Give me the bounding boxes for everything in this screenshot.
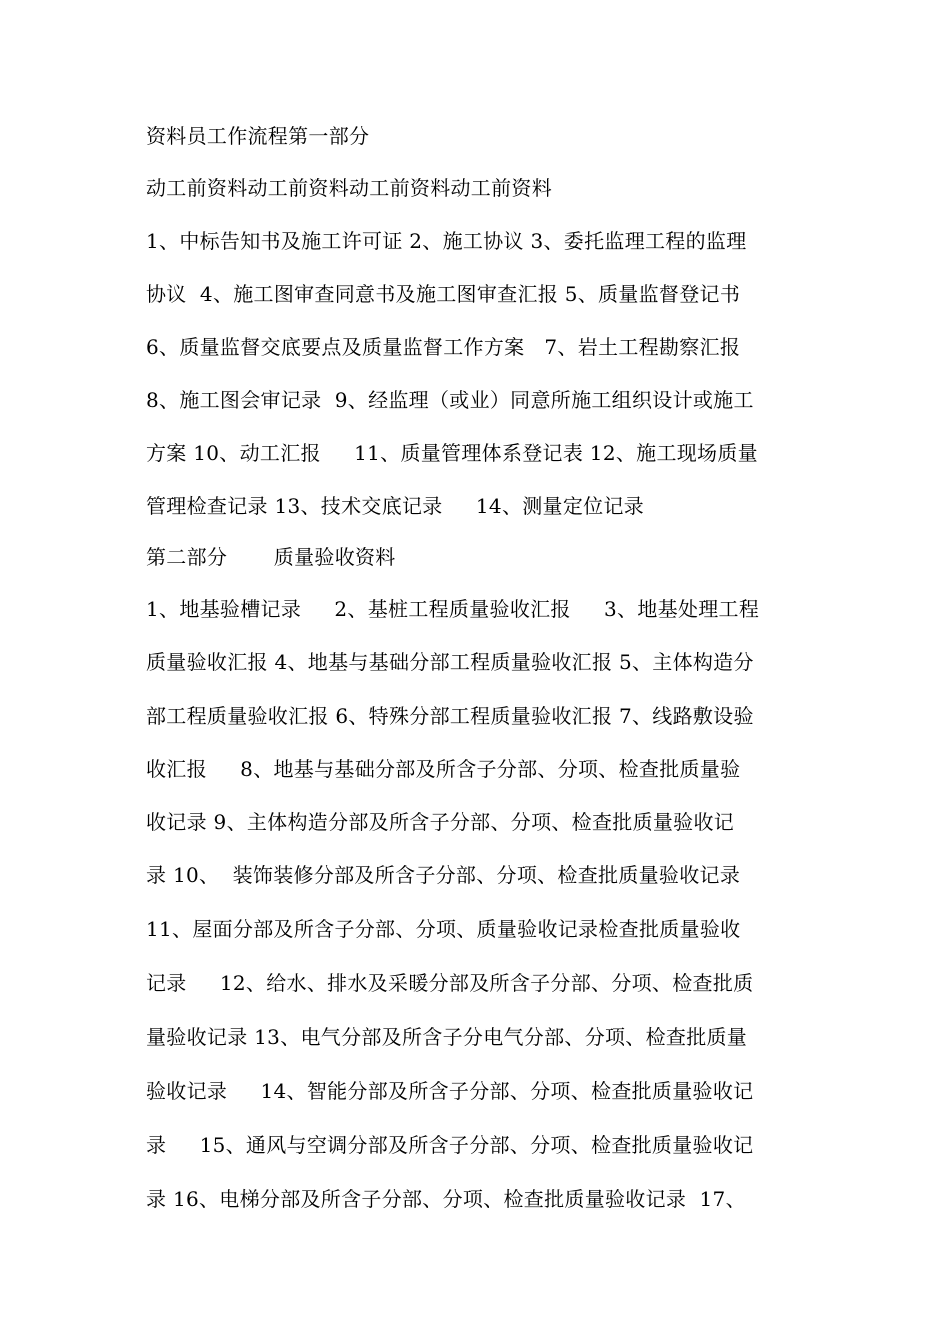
doc-title: 资料员工作流程第一部分 (146, 124, 370, 148)
text-line: 协议 4、施工图审查同意书及施工图审查汇报 5、质量监督登记书 (146, 282, 741, 306)
text-line: 录 15、通风与空调分部及所含子分部、分项、检查批质量验收记 (146, 1133, 754, 1157)
text-line: 方案 10、动工汇报 11、质量管理体系登记表 12、施工现场质量 (146, 441, 758, 465)
text-line: 1、中标告知书及施工许可证 2、施工协议 3、委托监理工程的监理 (146, 229, 747, 253)
text-line: 部工程质量验收汇报 6、特殊分部工程质量验收汇报 7、线路敷设验 (146, 704, 754, 728)
text-line: 质量验收汇报 4、地基与基础分部工程质量验收汇报 5、主体构造分 (146, 650, 754, 674)
text-line: 录 16、电梯分部及所含子分部、分项、检查批质量验收记录 17、 (146, 1187, 746, 1211)
text-line: 管理检查记录 13、技术交底记录 14、测量定位记录 (146, 494, 645, 518)
section-heading: 动工前资料动工前资料动工前资料动工前资料 (146, 176, 552, 200)
text-line: 记录 12、给水、排水及采暖分部及所含子分部、分项、检查批质 (146, 971, 754, 995)
text-line: 1、地基验槽记录 2、基桩工程质量验收汇报 3、地基处理工程 (146, 597, 760, 621)
text-line: 收记录 9、主体构造分部及所含子分部、分项、检查批质量验收记 (146, 810, 735, 834)
text-line: 验收记录 14、智能分部及所含子分部、分项、检查批质量验收记 (146, 1079, 754, 1103)
section-heading: 第二部分 质量验收资料 (146, 545, 396, 569)
text-line: 收汇报 8、地基与基础分部及所含子分部、分项、检查批质量验 (146, 757, 741, 781)
text-line: 6、质量监督交底要点及质量监督工作方案 7、岩土工程勘察汇报 (146, 335, 741, 359)
text-line: 8、施工图会审记录 9、经监理（或业）同意所施工组织设计或施工 (146, 388, 754, 412)
text-line: 11、屋面分部及所含子分部、分项、质量验收记录检查批质量验收 (146, 917, 741, 941)
text-line: 录 10、 装饰装修分部及所含子分部、分项、检查批质量验收记录 (146, 863, 741, 887)
text-line: 量验收记录 13、电气分部及所含子分电气分部、分项、检查批质量 (146, 1025, 748, 1049)
